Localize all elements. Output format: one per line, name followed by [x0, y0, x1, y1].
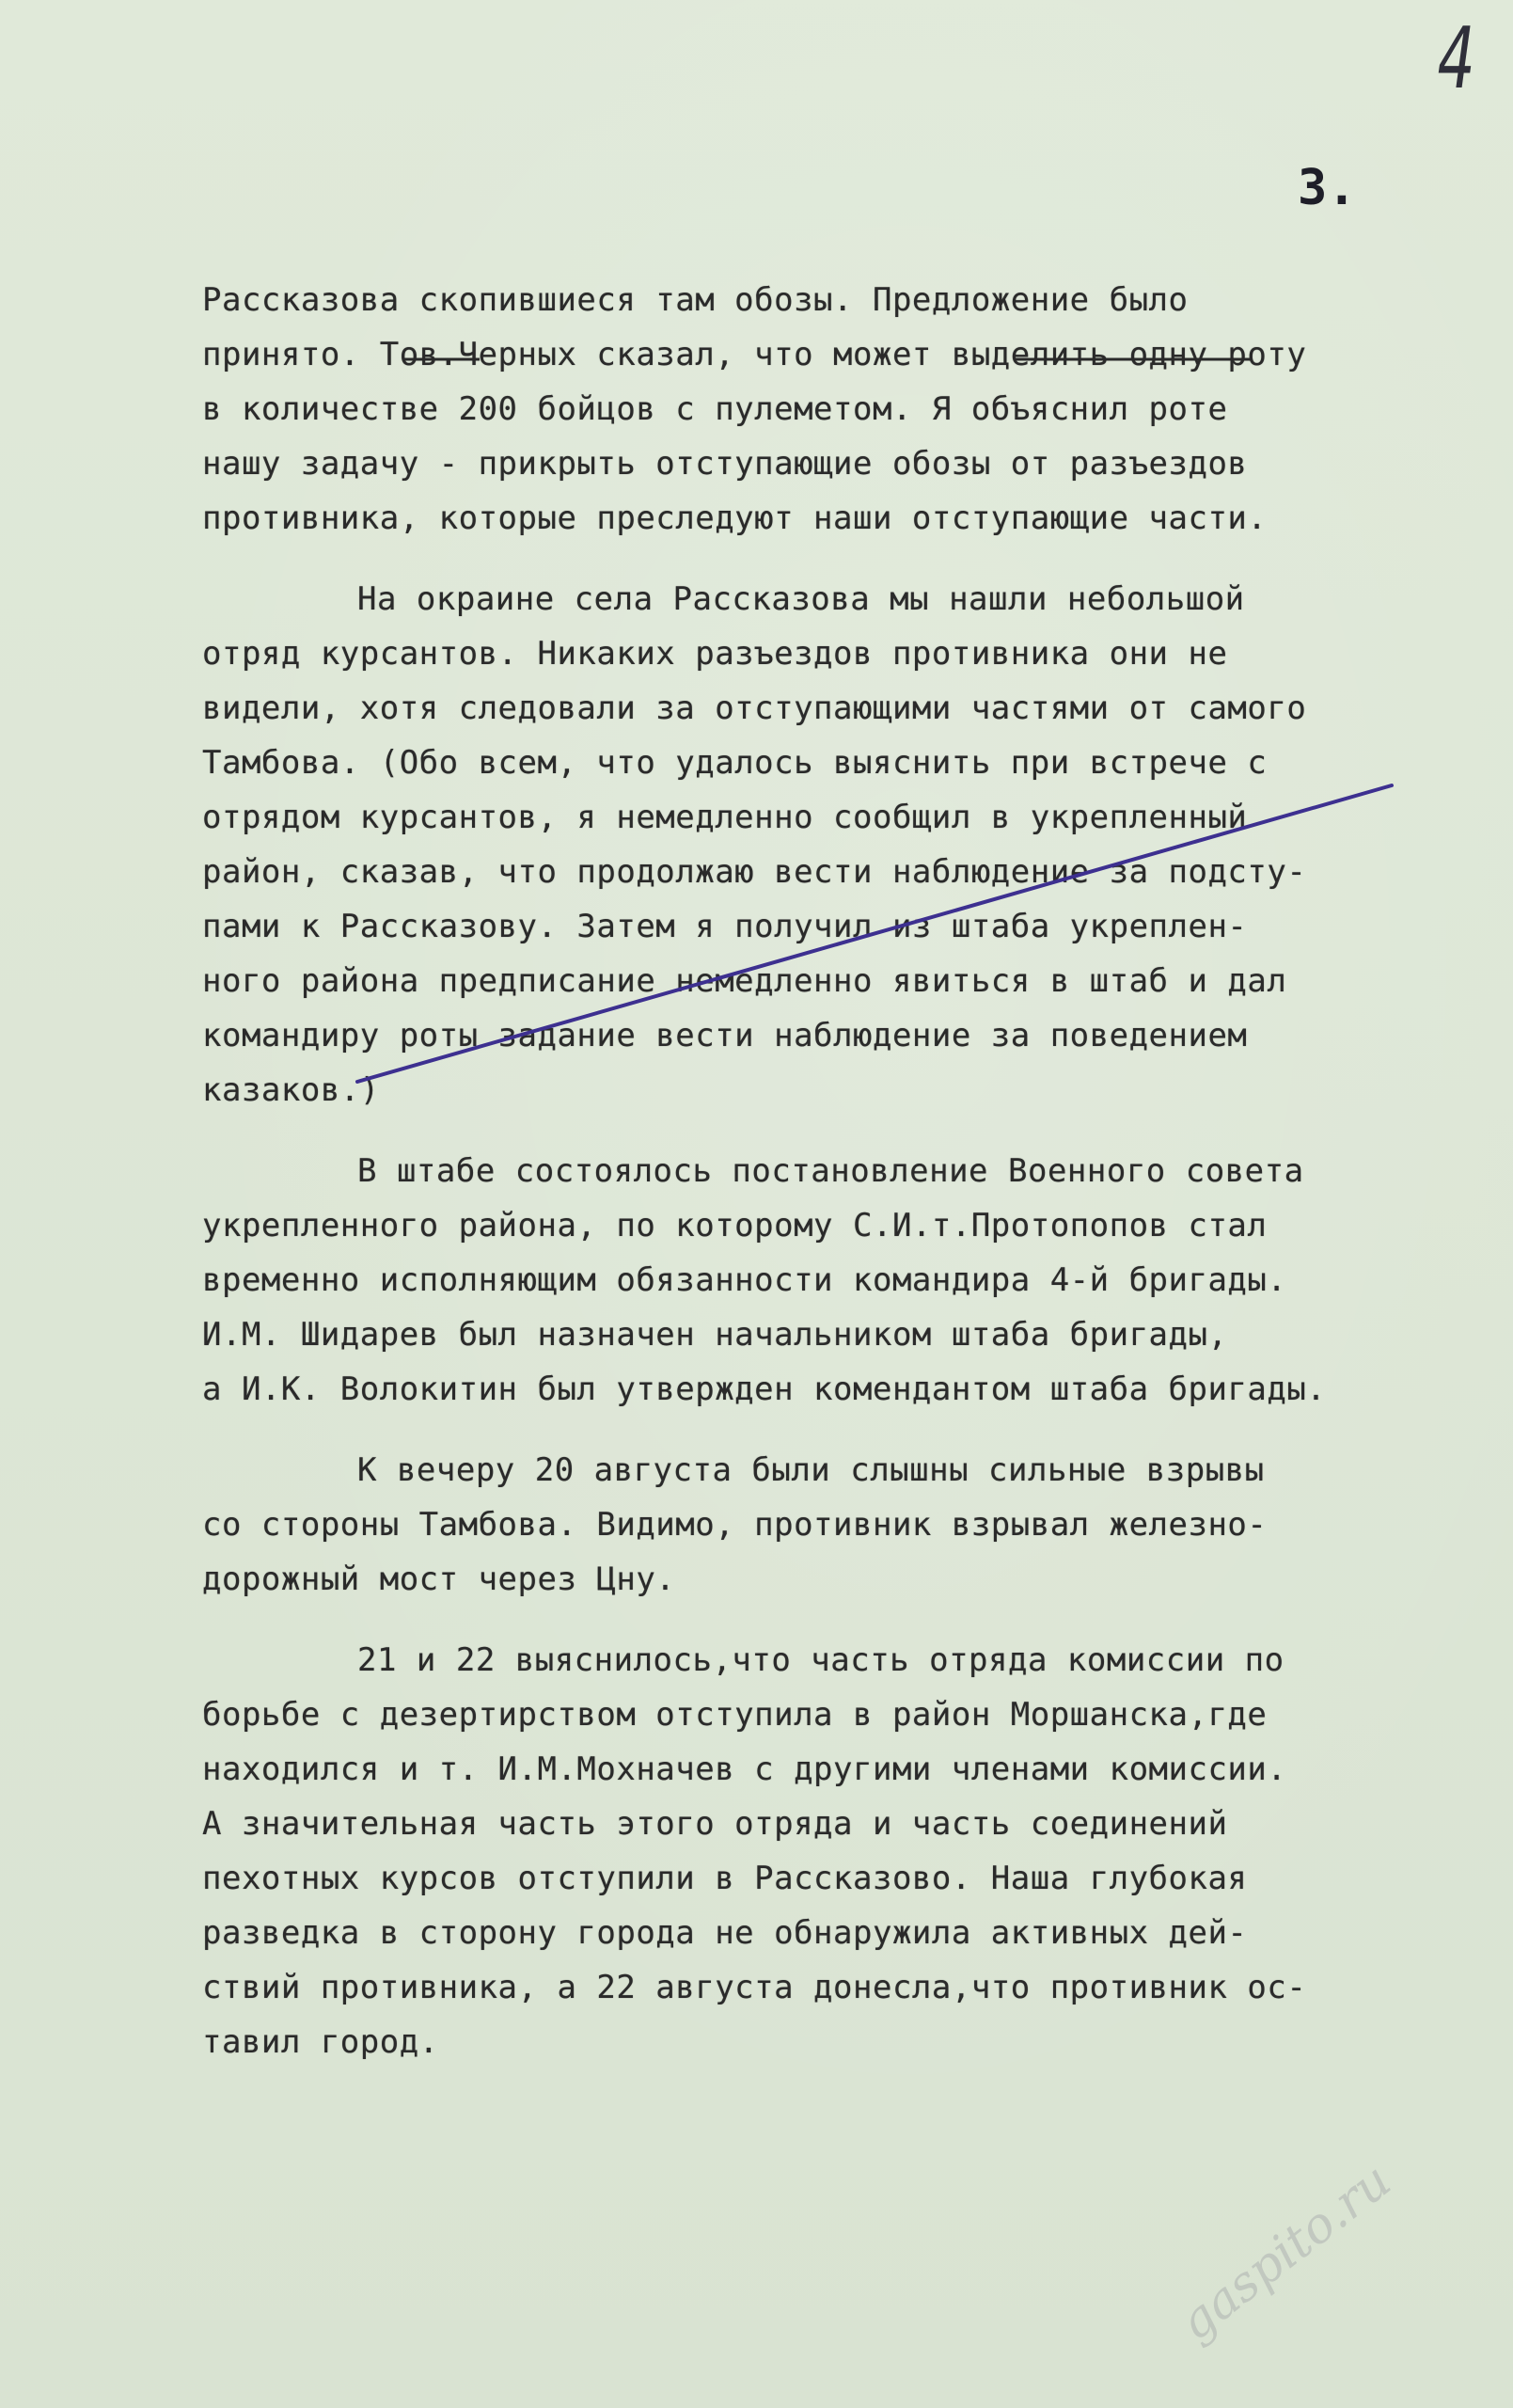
- paragraph-5: 21 и 22 выяснилось,что часть отряда комиссии по борьбе с дезертирством отступила в район Моршанска,где находился и т. И.М.Мохначев с другими членами комиссии. А значительная часть этого отряда и часть соединений пехотных курсов отступили в Рассказово. Наша глубокая разведка в сторону города не обнаружила активных дей- ствий противника, а 22 августа донесла,что противник ос- тавил город.: [202, 1641, 1307, 2061]
- page-number: 3.: [1298, 160, 1357, 216]
- paragraph-4: К вечеру 20 августа были слышны сильные взрывы со стороны Тамбова. Видимо, противник взрывал железно- дорожный мост через Цну.: [202, 1451, 1268, 1598]
- paragraph-2: На окраине села Рассказова мы нашли небольшой отряд курсантов. Никаких разъездов противника они не видели, хотя следовали за отступающими частями от самого Тамбова. (Обо всем, что удалось выяснить при встрече с отрядом курсантов, я немедленно сообщил в укрепленный район, сказав, что продолжаю вести наблюдение за подсту- пами к Рассказову. Затем я получил из штаба укреплен- ного района предписание немедленно явиться в штаб и дал командиру роты задание вести наблюдение за поведением казаков.): [202, 580, 1307, 1109]
- archive-sheet-number: 4: [1437, 9, 1475, 108]
- document-body: [202, 273, 1481, 2069]
- paragraph-3: В штабе состоялось постановление Военного совета укрепленного района, по которому С.И.т.Протопопов стал временно исполняющим обязанности командира 4-й бригады. И.М. Шидарев был назначен начальником штаба бригады, а И.К. Волокитин был утвержден комендантом штаба бригады.: [202, 1152, 1327, 1408]
- paragraph-1: Рассказова скопившиеся там обозы. Предложение было принято. Тов.Черных сказал, что может выделить одну роту в количестве 200 бойцов с пулеметом. Я объяснил роте нашу задачу - прикрыть отступающие обозы от разъездов противника, которые преследуют наши отступающие части.: [202, 281, 1307, 537]
- watermark-logo: gaspito.ru: [1169, 2152, 1402, 2352]
